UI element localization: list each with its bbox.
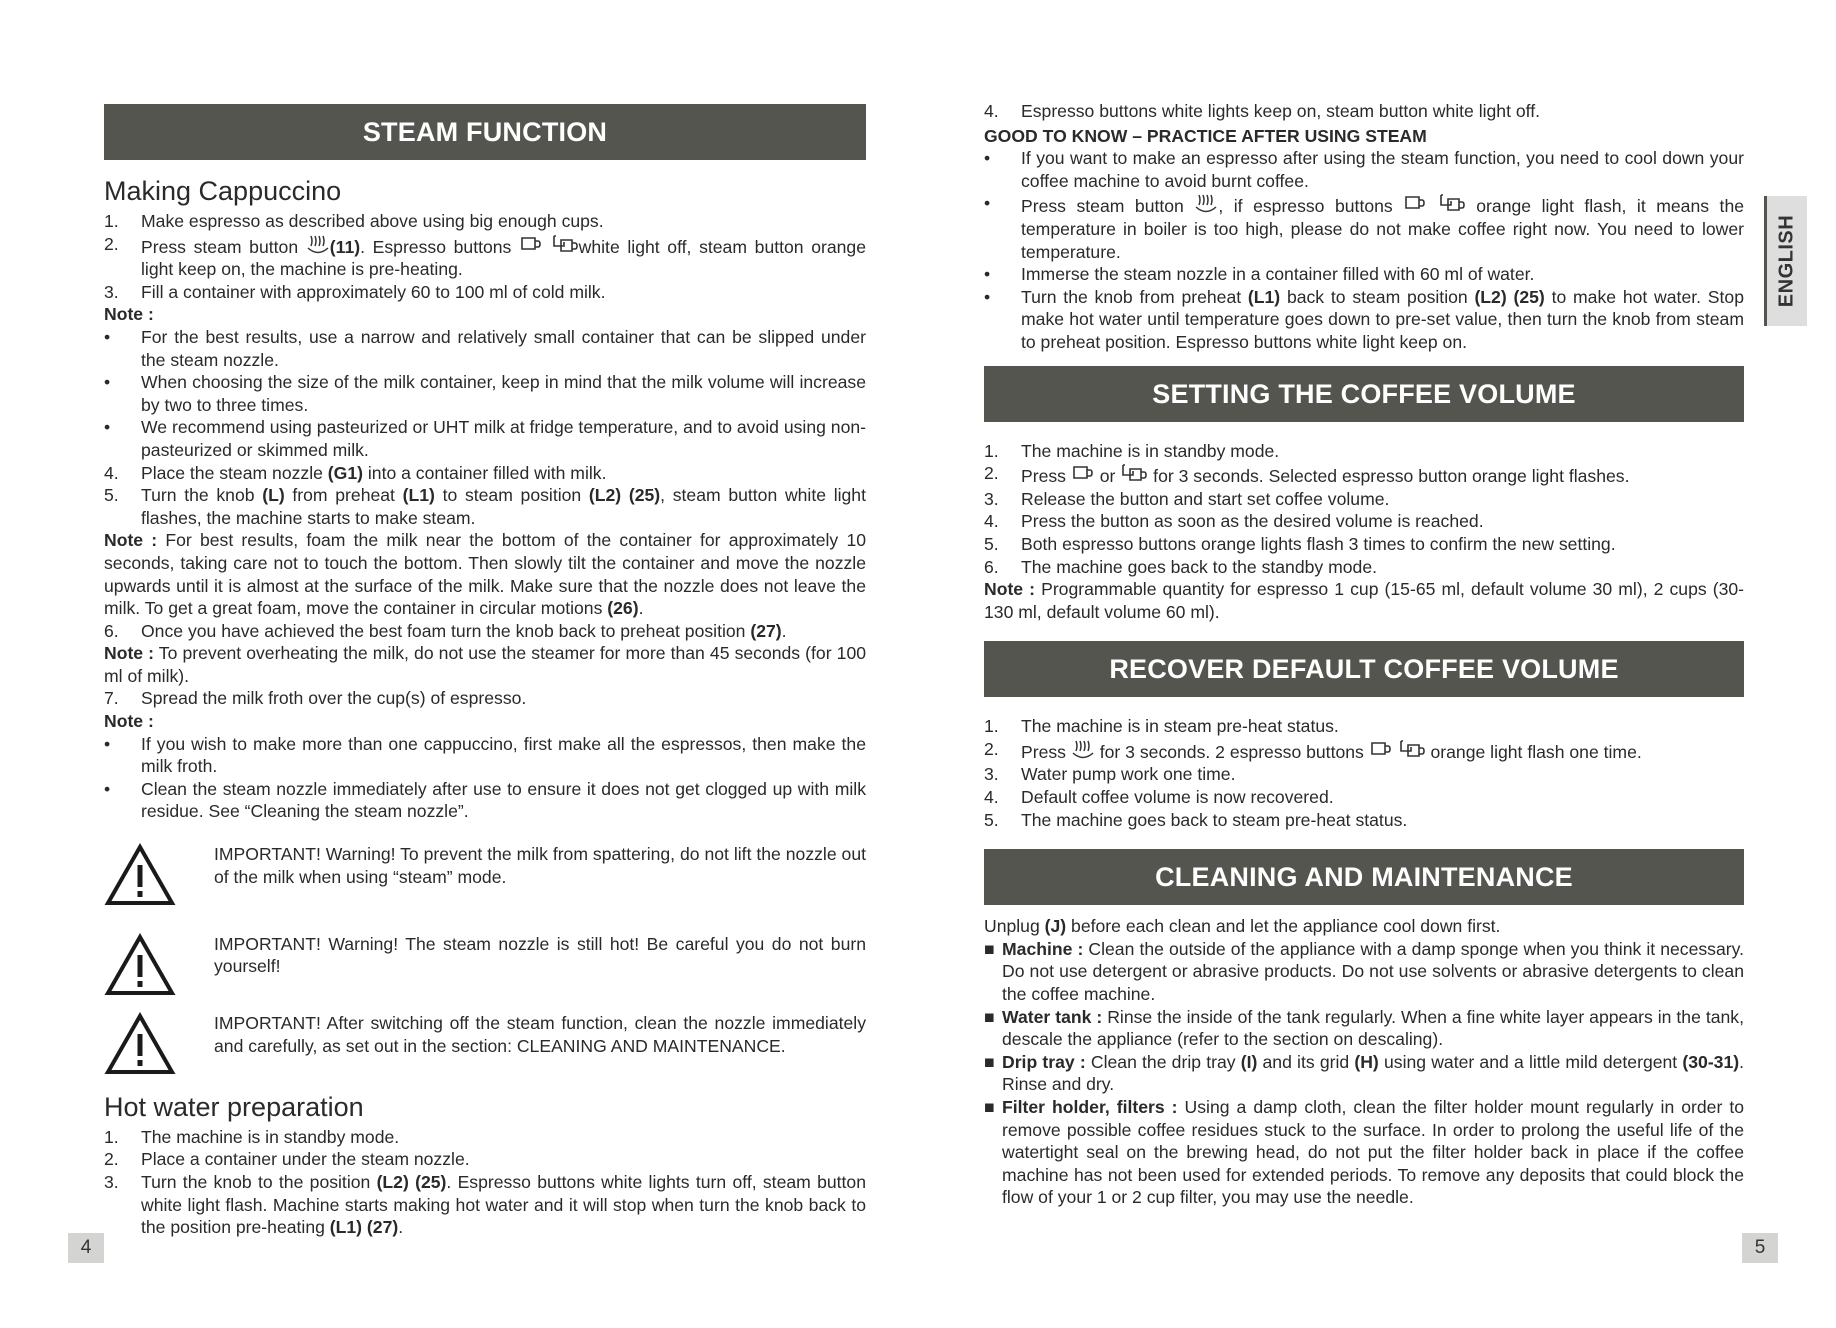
steam-button-icon <box>1071 738 1095 762</box>
list-item: • For the best results, use a narrow and relatively small container that can be slipped under the steam nozzle. <box>104 326 866 370</box>
list-item: 3. Fill a container with approximately 60 to 100 ml of cold milk. <box>104 281 606 302</box>
list-item: 2. Press for 3 seconds. 2 espresso buttons orange light flash one time. <box>984 738 1642 762</box>
two-cups-icon <box>1120 462 1148 486</box>
list-item: 1. The machine is in standby mode. <box>984 440 1280 461</box>
list-item: • Turn the knob from preheat (L1) back to steam position (L2) (25) to make hot water. Stop make hot water until temperature goes down to pre-set value, then turn the knob from steam to preheat position. Espresso buttons white light keep on. <box>984 286 1744 352</box>
list-item: 7. Spread the milk froth over the cup(s) of espresso. <box>104 688 527 709</box>
list-item: • When choosing the size of the milk container, keep in mind that the milk volume will increase by two to three times. <box>104 372 866 415</box>
cleaning-intro: Unplug (J) before each clean and let the appliance cool down first. <box>984 916 1501 937</box>
warning-block <box>104 1012 866 1082</box>
warning-triangle-icon <box>104 843 176 907</box>
list-item: ■ Filter holder, filters : Using a damp cloth, clean the filter holder mount regularly in order to remove possible coffee residues stuck to the surface. In order to prolong the useful life of the watertight seal on the brewing head, do not put the filter holder back in place if the coffee machine has not been used for extended periods. To remove any deposits that could block the flow of your 1 or 2 cup filter, you may use the needle. <box>984 1097 1745 1208</box>
list-item: • Press steam button , if espresso buttons orange light flash, it means the temperature in boiler is too high, please do not make coffee right now. You need to lower temperature. <box>984 193 1745 262</box>
heading-making-cappuccino: Making Cappuccino <box>104 176 342 206</box>
one-cup-icon <box>1369 738 1393 762</box>
warning-text: IMPORTANT! After switching off the steam function, clean the nozzle immediately and carefully, as set out in the section: CLEANING AND MAINTENANCE. <box>214 1013 866 1056</box>
one-cup-icon <box>519 233 543 257</box>
list-item: 3. Turn the knob to the position (L2) (25). Espresso buttons white lights turn off, steam button white light flash. Machine starts making hot water and it will stop when turn the knob back to the position pre-heating (L1) (27). <box>104 1172 866 1238</box>
warning-block <box>104 933 866 1003</box>
section-title-setting-coffee-volume: SETTING THE COFFEE VOLUME <box>984 366 1744 422</box>
one-cup-icon <box>1403 192 1427 216</box>
list-item: 4. Press the button as soon as the desired volume is reached. <box>984 511 1484 532</box>
list-item: 3. Water pump work one time. <box>984 764 1236 785</box>
note-label: Note : <box>104 304 154 325</box>
list-item: 4. Default coffee volume is now recovered. <box>984 787 1334 808</box>
left-page <box>104 0 866 1239</box>
page-number-left: 4 <box>68 1233 104 1263</box>
list-item: 1. The machine is in standby mode. <box>104 1126 400 1147</box>
two-cups-icon <box>1438 192 1466 216</box>
list-item: 3. Release the button and start set coffee volume. <box>984 488 1390 509</box>
list-item: • Clean the steam nozzle immediately after use to ensure it does not get clogged up with milk residue. See “Cleaning the steam nozzle”. <box>104 778 866 822</box>
heading-hot-water: Hot water preparation <box>104 1091 364 1122</box>
warning-triangle-icon <box>104 1012 176 1076</box>
list-item: 4. Espresso buttons white lights keep on, steam button white light off. <box>984 101 1540 121</box>
section-title-cleaning: CLEANING AND MAINTENANCE <box>984 849 1744 905</box>
page-number-right: 5 <box>1742 1233 1778 1263</box>
list-item: 5. Both espresso buttons orange lights flash 3 times to confirm the new setting. <box>984 533 1616 554</box>
warning-text: IMPORTANT! Warning! To prevent the milk from spattering, do not lift the nozzle out of the milk when using “steam” mode. <box>214 844 866 887</box>
right-page <box>984 0 1744 1209</box>
note-paragraph: Note : For best results, foam the milk near the bottom of the container for approximately 10 seconds, taking care not to touch the bottom. Then slowly tilt the container and move the nozzle upwards until it is almost at the surface of the milk. Make sure that the nozzle does not leave the milk. To get a great foam, move the container in circular motions (26). <box>104 530 867 619</box>
list-item: 5. Turn the knob (L) from preheat (L1) to steam position (L2) (25), steam button white light flashes, the machine starts to make steam. <box>104 485 866 528</box>
steam-button-icon <box>1194 192 1218 216</box>
warning-block <box>104 843 866 913</box>
list-item: 2. Place a container under the steam nozzle. <box>104 1149 470 1170</box>
list-item: 6. Once you have achieved the best foam turn the knob back to preheat position (27). <box>104 620 787 641</box>
list-item: • If you wish to make more than one cappuccino, first make all the espressos, then make the milk froth. <box>104 733 866 777</box>
list-item: 2. Press steam button (11). Espresso buttons white light off, steam button orange light keep on, the machine is pre-heating. <box>104 233 867 280</box>
good-to-know-heading: GOOD TO KNOW – PRACTICE AFTER USING STEAM <box>984 125 1427 146</box>
note-paragraph: Note : To prevent overheating the milk, do not use the steamer for more than 45 seconds (for 100 ml of milk). <box>104 643 867 686</box>
note-paragraph: Note : Programmable quantity for espresso 1 cup (15-65 ml, default volume 30 ml), 2 cups (30-130 ml, default volume 60 ml). <box>984 579 1745 622</box>
one-cup-icon <box>1071 462 1095 486</box>
list-item: 4. Place the steam nozzle (G1) into a container filled with milk. <box>104 462 607 483</box>
steam-button-icon <box>306 233 330 257</box>
list-item: 1. Make espresso as described above using big enough cups. <box>104 211 604 231</box>
list-item: • If you want to make an espresso after using the steam function, you need to cool down your coffee machine to avoid burnt coffee. <box>984 148 1744 191</box>
two-cups-icon <box>551 233 579 257</box>
two-cups-icon <box>1398 738 1426 762</box>
list-item: 2. Press or for 3 seconds. Selected espresso button orange light flashes. <box>984 463 1630 487</box>
note-label: Note : <box>104 711 154 732</box>
warning-triangle-icon <box>104 933 176 997</box>
list-item: 1. The machine is in steam pre-heat status. <box>984 716 1339 737</box>
section-title-recover-default: RECOVER DEFAULT COFFEE VOLUME <box>984 641 1744 697</box>
warning-text: IMPORTANT! Warning! The steam nozzle is still hot! Be careful you do not burn yourself! <box>214 933 866 977</box>
list-item: ■ Machine : Clean the outside of the appliance with a damp sponge when you think it necessary. Do not use detergent or abrasive products. Do not use solvents or abrasive detergents to clean the coffee machine. <box>984 938 1744 1005</box>
list-item: ■ Water tank : Rinse the inside of the tank regularly. When a fine white layer appears in the tank, descale the appliance (refer to the section on descaling). <box>984 1006 1744 1050</box>
section-title-steam-function: STEAM FUNCTION <box>104 104 866 160</box>
language-tab: ENGLISH <box>1764 196 1807 326</box>
list-item: 6. The machine goes back to the standby mode. <box>984 556 1377 577</box>
list-item: ■ Drip tray : Clean the drip tray (I) and its grid (H) using water and a little mild detergent (30-31). Rinse and dry. <box>984 1051 1744 1095</box>
list-item: 5. The machine goes back to steam pre-heat status. <box>984 809 1408 830</box>
list-item: • Immerse the steam nozzle in a container filled with 60 ml of water. <box>984 264 1535 285</box>
list-item: • We recommend using pasteurized or UHT milk at fridge temperature, and to avoid using non-pasteurized or skimmed milk. <box>104 417 866 460</box>
